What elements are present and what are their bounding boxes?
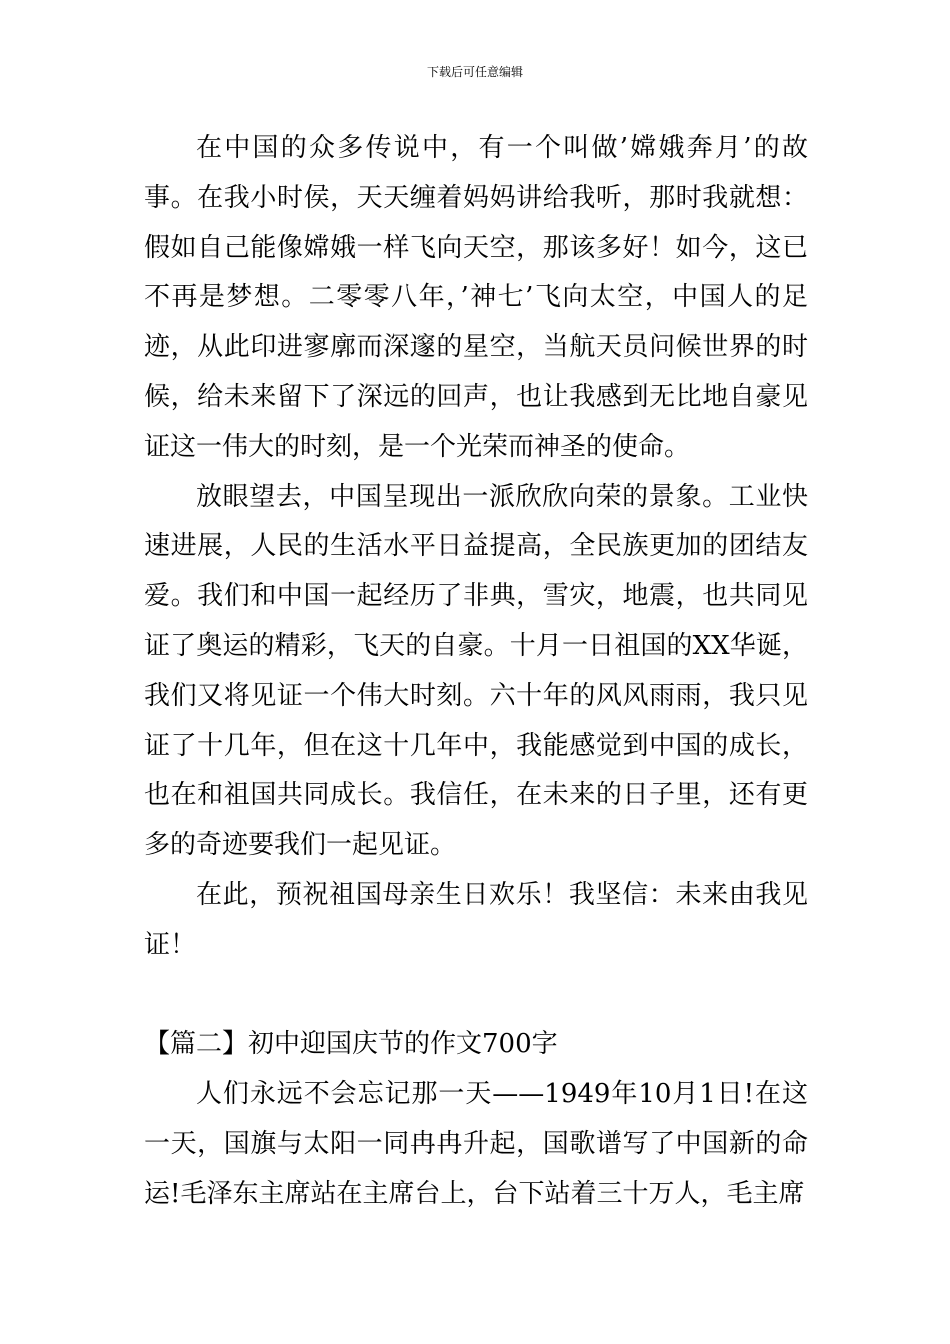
section-paragraph-1: 人们永远不会忘记那一天——1949年10月1日!在这一天，国旗与太阳一同冉冉升起，国歌谱写了中国新的命运!毛泽东主席站在主席台上，台下站着三十万人，毛主席 [144,1079,808,1209]
paragraph-1: 在中国的众多传说中，有一个叫做’嫦娥奔月’的故事。在我小时侯，天天缠着妈妈讲给我听，那时我就想：假如自己能像嫦娥一样飞向天空，那该多好！如今，这已不再是梦想。二零零八年，’神七’飞向太空，中国人的足迹，从此印进寥廓而深邃的星空，当航天员问候世界的时候，给未来留下了深远的回声，也让我感到无比地自豪见证这一伟大的时刻，是一个光荣而神圣的使命。 [144,133,808,462]
page-header: 下载后可任意编辑 [426,65,523,79]
document-body [144,124,808,1220]
paragraph-3: 在此，预祝祖国母亲生日欢乐！我坚信：未来由我见证！ [144,879,808,960]
section-title: 【篇二】初中迎国庆节的作文700字 [144,1029,558,1060]
paragraph-2: 放眼望去，中国呈现出一派欣欣向荣的景象。工业快速进展，人民的生活水平日益提高，全民族更加的团结友爱。我们和中国一起经历了非典，雪灾，地震，也共同见证了奥运的精彩，飞天的自豪。十月一日祖国的XX华诞，我们又将见证一个伟大时刻。六十年的风风雨雨，我只见证了十几年，但在这十几年中，我能感觉到中国的成长，也在和祖国共同成长。我信任，在未来的日子里，还有更多的奇迹要我们一起见证。 [144,481,808,861]
blank-line [144,971,808,1021]
